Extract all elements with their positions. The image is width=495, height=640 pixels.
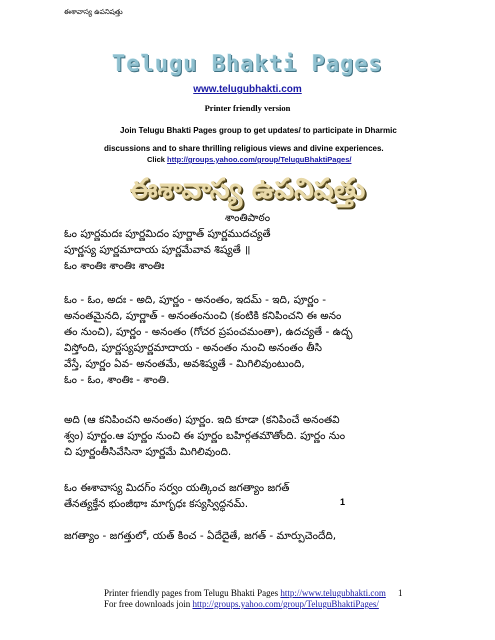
shanti-patham-heading: శాంతిపాఠం <box>224 212 271 224</box>
meaning-line: విస్తోంది, పూర్ణస్యపూర్ణమాదాయ - అనంతం నుంచి అనంతం తీసి <box>64 342 322 354</box>
logo-text: Telugu Bhakti Pages <box>112 52 383 77</box>
meaning-line: తం నుంచి), పూర్ణం - అనంతం (గోచర ప్రపంచమంతా), ఉదచ్యతే - ఉద్భ <box>64 326 353 338</box>
meaning-line: ఓం - ఓం, శాంతిః - శాంతి. <box>64 374 170 386</box>
verse-meaning-line: జగత్యాం - జగత్తులో, యత్ కించ - ఏదేదైతే, జగత్ - మార్పుచెందేది, <box>64 530 337 542</box>
verse-line: ఓం ఈశావాస్య మిదగ్ం సర్వం యత్కించ జగత్యాం జగత్ <box>64 482 290 494</box>
join-line-2: discussions and to share thrilling religious views and divine experiences. <box>104 144 384 153</box>
paragraph-line: అది (ఆ కనిపించని అనంతం) పూర్ణం. ఇది కూడా (కనిపించే అనంతవి <box>64 414 340 426</box>
meaning-line: ఓం - ఓం, అదః - అది, పూర్ణం - అనంతం, ఇదమ్ - ఇది, పూర్ణం - <box>64 294 326 306</box>
footer-group-link[interactable]: http://groups.yahoo.com/group/TeluguBhaktiPages/ <box>192 599 379 609</box>
running-header: ఈశావాస్య ఉపనిషత్తు <box>64 8 123 16</box>
yahoo-group-link[interactable]: http://groups.yahoo.com/group/TeluguBhaktiPages/ <box>167 155 352 164</box>
page-number: 1 <box>398 588 403 598</box>
footer-text-2: For free downloads join <box>104 599 193 609</box>
mantra-line: పూర్ణస్య పూర్ణమాదాయ పూర్ణమేవావ శిష్యతే ॥ <box>64 244 251 256</box>
verse-1 <box>64 480 289 512</box>
join-line-1: Join Telugu Bhakti Pages group to get updates/ to participate in Dharmic <box>120 126 397 135</box>
shanti-mantra <box>64 226 271 274</box>
verse-number: 1 <box>340 497 346 507</box>
click-label: Click <box>147 155 168 164</box>
word-meanings <box>64 292 352 388</box>
click-line <box>147 155 351 164</box>
paragraph-line: శ్వం) పూర్ణం.ఆ పూర్ణం నుంచి ఈ పూర్ణం బహిర్గతమౌతోంది. పూర్ణం నుం <box>64 430 346 442</box>
document-title: ఈశావాస్య ఉపనిషత్తు <box>129 172 366 205</box>
paragraph-line: చి పూర్ణంతీసివేసినా పూర్ణమే మిగిలివుంది. <box>64 446 232 458</box>
site-logo <box>0 52 495 77</box>
page-footer <box>104 588 386 610</box>
mantra-line: ఓం పూర్ణమదః పూర్ణమిదం పూర్ణాత్ పూర్ణముదచ్యతే <box>64 228 271 240</box>
mantra-line: ఓం శాంతిః శాంతిః శాంతిః <box>64 260 165 272</box>
meaning-paragraph <box>64 412 345 460</box>
footer-site-link[interactable]: http://www.telugubhakti.com <box>280 588 386 598</box>
meaning-line: అనంతమైనది, పూర్ణాత్ - అనంతంనుంచి (కంటికి కనిపించని ఈ అనం <box>64 310 342 322</box>
footer-text-1: Printer friendly pages from Telugu Bhakti Pages <box>104 588 281 598</box>
site-url-link[interactable]: www.telugubhakti.com <box>193 84 302 95</box>
printer-friendly-label: Printer friendly version <box>204 103 291 113</box>
verse-line: తేనత్యక్తేన భుంజీథాః మాగృధః కస్యస్విద్ధనమ్. <box>64 498 249 510</box>
meaning-line: వేస్తే, పూర్ణం ఏవ- అనంతమే, అవశిష్యతే - మిగిలివుంటుంది, <box>64 358 305 370</box>
